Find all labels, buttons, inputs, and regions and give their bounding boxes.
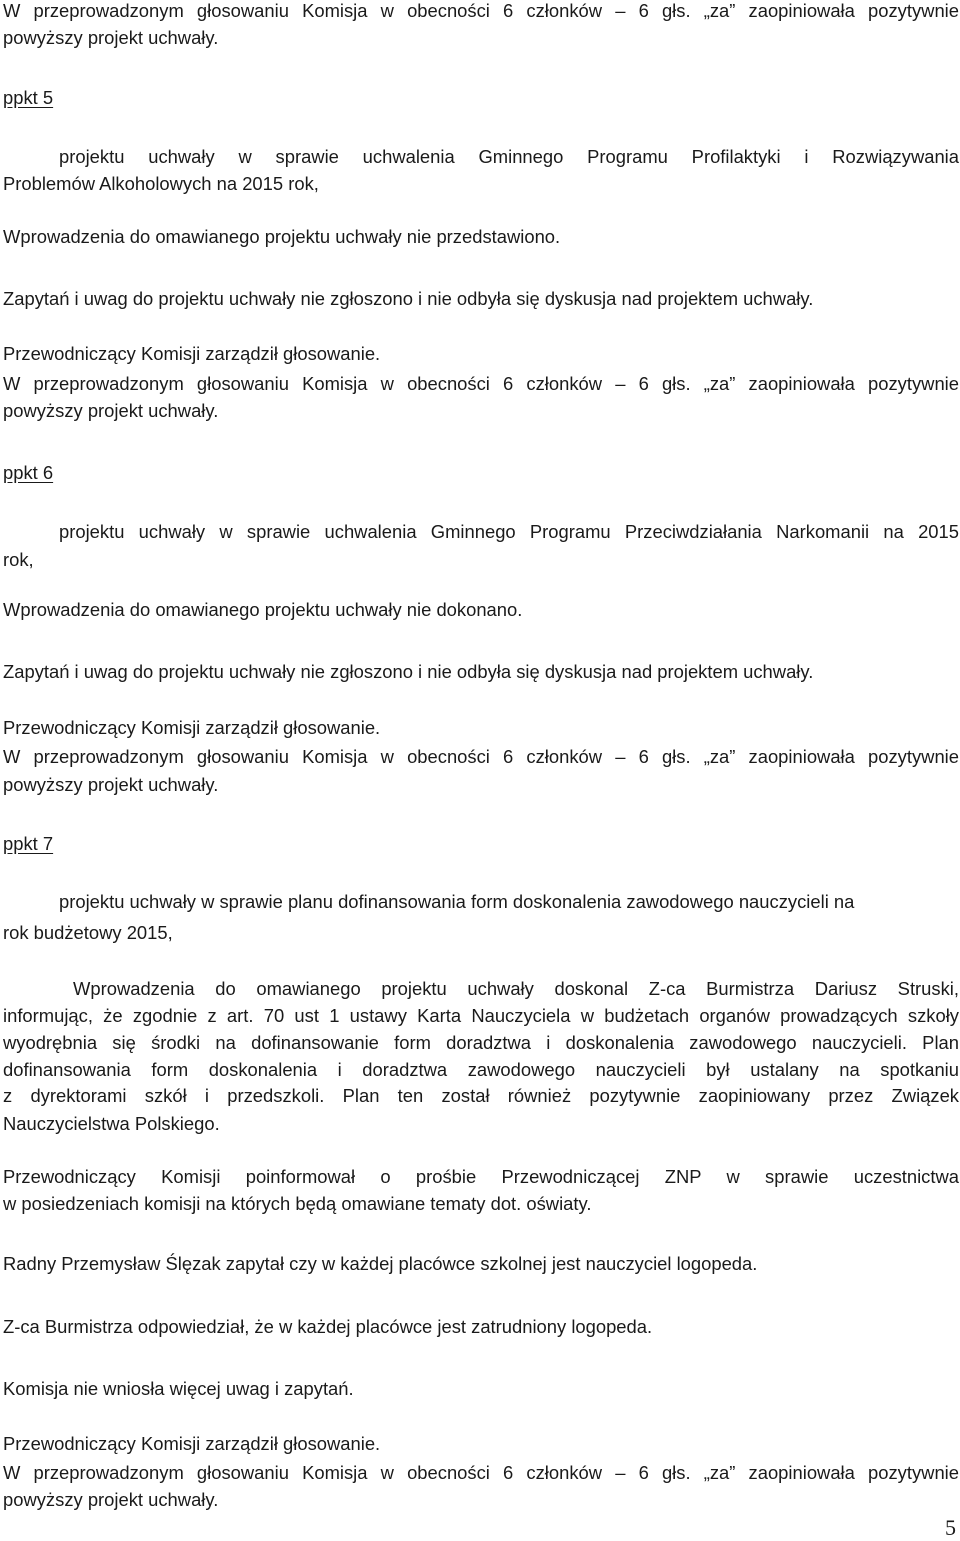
vote-result-line-end: powyższy projekt uchwały.	[3, 400, 219, 421]
chairman-info-end: w posiedzeniach komisji na których będą omawiane tematy dot. oświaty.	[3, 1193, 592, 1214]
page-number: 5	[945, 1515, 956, 1540]
introduction-note: Wprowadzenia do omawianego projektu uchwały nie przedstawiono.	[3, 226, 561, 247]
no-more-questions: Komisja nie wniosła więcej uwag i zapytań.	[3, 1378, 354, 1399]
introduction-paragraph: z dyrektorami szkół i przedszkoli. Plan ten został również pozytywnie zaopiniowany przez Związek	[3, 1085, 959, 1106]
vote-announcement: Przewodniczący Komisji zarządził głosowanie.	[3, 343, 381, 364]
vote-result-line: W przeprowadzonym głosowaniu Komisja w obecności 6 członków – 6 głs. „za” zaopiniowała pozytywnie	[3, 746, 959, 767]
vote-announcement: Przewodniczący Komisji zarządził głosowanie.	[3, 1433, 381, 1454]
introduction-paragraph: informując, że zgodnie z art. 70 ust 1 ustawy Karta Nauczyciela w budżetach organów prowadzących szkoły	[3, 1005, 959, 1026]
deputy-mayor-answer: Z-ca Burmistrza odpowiedział, że w każdej placówce jest zatrudniony logopeda.	[3, 1316, 653, 1337]
introduction-paragraph: wyodrębnia się środki na dofinansowanie form doradztwa i doskonalenia zawodowego nauczycieli. Plan	[3, 1032, 959, 1053]
vote-announcement: Przewodniczący Komisji zarządził głosowanie.	[3, 717, 381, 738]
vote-result-line: W przeprowadzonym głosowaniu Komisja w obecności 6 członków – 6 głs. „za” zaopiniowała pozytywnie	[3, 0, 959, 21]
councillor-question: Radny Przemysław Ślęzak zapytał czy w każdej placówce szkolnej jest nauczyciel logopeda.	[3, 1253, 758, 1274]
chairman-info: Przewodniczący Komisji poinformował o prośbie Przewodniczącej ZNP w sprawie uczestnictwa	[3, 1166, 959, 1187]
vote-result-line: W przeprowadzonym głosowaniu Komisja w obecności 6 członków – 6 głs. „za” zaopiniowała pozytywnie	[3, 1462, 959, 1483]
resolution-title: projektu uchwały w sprawie planu dofinansowania form doskonalenia zawodowego nauczycieli na	[59, 891, 855, 912]
section-heading-ppkt5: ppkt 5	[3, 87, 54, 108]
resolution-title-end: Problemów Alkoholowych na 2015 rok,	[3, 173, 319, 194]
resolution-title-end: rok,	[3, 549, 34, 570]
section-heading-ppkt6: ppkt 6	[3, 462, 54, 483]
vote-result-line: W przeprowadzonym głosowaniu Komisja w obecności 6 członków – 6 głs. „za” zaopiniowała pozytywnie	[3, 373, 959, 394]
questions-note: Zapytań i uwag do projektu uchwały nie zgłoszono i nie odbyła się dyskusja nad projektem uchwały.	[3, 288, 814, 309]
vote-result-line-end: powyższy projekt uchwały.	[3, 774, 219, 795]
introduction-paragraph-end: Nauczycielstwa Polskiego.	[3, 1113, 220, 1134]
vote-result-line-end: powyższy projekt uchwały.	[3, 27, 219, 48]
introduction-paragraph: dofinansowania form doskonalenia i doradztwa zawodowego nauczycieli był ustalany na spotkaniu	[3, 1059, 959, 1080]
introduction-note: Wprowadzenia do omawianego projektu uchwały nie dokonano.	[3, 599, 523, 620]
vote-result-line-end: powyższy projekt uchwały.	[3, 1489, 219, 1510]
resolution-title: projektu uchwały w sprawie uchwalenia Gminnego Programu Profilaktyki i Rozwiązywania	[59, 146, 959, 167]
introduction-paragraph: Wprowadzenia do omawianego projektu uchwały doskonal Z-ca Burmistrza Dariusz Struski,	[73, 978, 959, 999]
resolution-title: projektu uchwały w sprawie uchwalenia Gminnego Programu Przeciwdziałania Narkomanii na 2015	[59, 521, 959, 542]
questions-note: Zapytań i uwag do projektu uchwały nie zgłoszono i nie odbyła się dyskusja nad projektem uchwały.	[3, 661, 814, 682]
resolution-title-end: rok budżetowy 2015,	[3, 922, 173, 943]
section-heading-ppkt7: ppkt 7	[3, 833, 54, 854]
